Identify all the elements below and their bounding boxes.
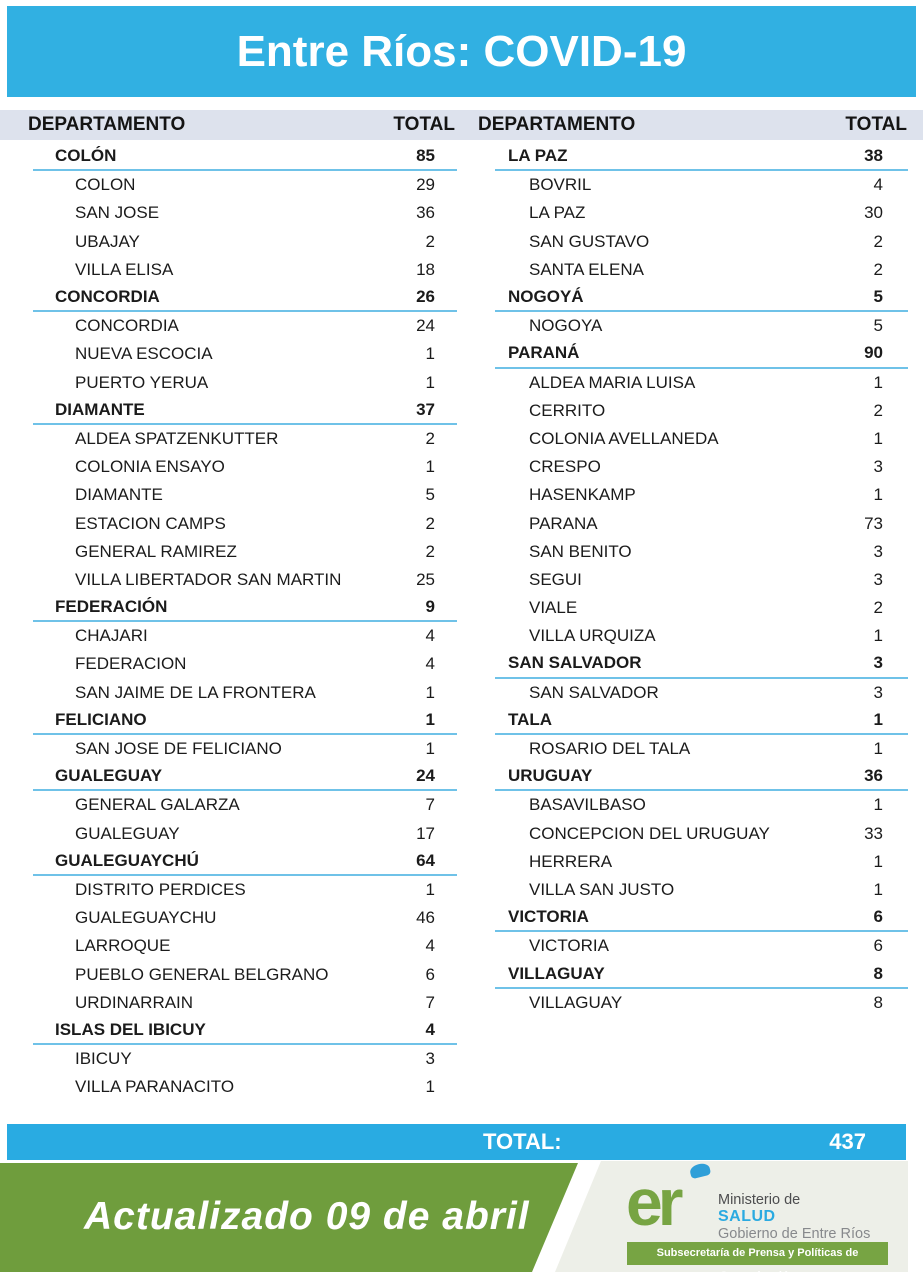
locality-row-total: 73 — [864, 513, 883, 533]
department-row-total: 5 — [873, 287, 883, 307]
locality-row-total: 3 — [425, 1049, 435, 1069]
department-row-total: 26 — [416, 287, 435, 307]
department-row-name: COLÓN — [55, 146, 117, 166]
locality-row-total: 6 — [425, 964, 435, 984]
locality-row — [495, 312, 908, 340]
locality-row — [495, 228, 908, 256]
locality-row-total: 2 — [425, 428, 435, 448]
department-row-name: FEDERACIÓN — [55, 597, 168, 617]
locality-row — [33, 876, 457, 904]
department-row — [495, 143, 908, 171]
locality-row — [495, 820, 908, 848]
locality-row — [495, 932, 908, 960]
locality-row-total: 30 — [864, 203, 883, 223]
department-row-total: 1 — [873, 709, 883, 729]
department-row — [495, 650, 908, 678]
locality-row-name: IBICUY — [75, 1049, 132, 1069]
department-row-name: CONCORDIA — [55, 287, 160, 307]
locality-row-total: 29 — [416, 175, 435, 195]
page-title: Entre Ríos: COVID-19 — [236, 26, 687, 76]
locality-row-total: 2 — [425, 513, 435, 533]
locality-row — [495, 791, 908, 819]
locality-row-total: 1 — [873, 851, 883, 871]
locality-row-total: 3 — [873, 569, 883, 589]
locality-row-total: 1 — [873, 372, 883, 392]
locality-row-name: ALDEA SPATZENKUTTER — [75, 428, 279, 448]
department-row-name: DIAMANTE — [55, 399, 145, 419]
locality-row-name: GUALEGUAY — [75, 823, 180, 843]
er-monogram-icon: er — [626, 1165, 679, 1239]
locality-row-name: CONCORDIA — [75, 316, 179, 336]
locality-row — [33, 312, 457, 340]
locality-row-total: 1 — [873, 626, 883, 646]
department-row-name: VILLAGUAY — [508, 963, 605, 983]
locality-row-name: PARANA — [529, 513, 598, 533]
locality-row-name: ESTACION CAMPS — [75, 513, 226, 533]
locality-row — [33, 369, 457, 397]
locality-row-name: VILLA ELISA — [75, 259, 174, 279]
locality-row-total: 4 — [873, 175, 883, 195]
locality-row — [495, 848, 908, 876]
department-row-name: TALA — [508, 709, 553, 729]
department-row-total: 6 — [873, 907, 883, 927]
locality-row-total: 17 — [416, 823, 435, 843]
locality-row-name: SAN SALVADOR — [529, 682, 659, 702]
locality-row — [33, 453, 457, 481]
ministry-line3: Gobierno de Entre Ríos — [718, 1226, 871, 1243]
locality-row — [33, 171, 457, 199]
locality-row-total: 3 — [873, 457, 883, 477]
column-header-total-right: TOTAL — [845, 114, 907, 135]
locality-row-name: COLONIA AVELLANEDA — [529, 428, 719, 448]
locality-row-name: CHAJARI — [75, 626, 148, 646]
department-row-total: 24 — [416, 766, 435, 786]
department-row-total: 4 — [425, 1019, 435, 1039]
locality-row-name: UBAJAY — [75, 231, 140, 251]
department-row-total: 8 — [873, 963, 883, 983]
locality-row-name: LA PAZ — [529, 203, 586, 223]
department-row-total: 64 — [416, 850, 435, 870]
locality-row-name: VILLA SAN JUSTO — [529, 879, 675, 899]
locality-row — [33, 622, 457, 650]
locality-row — [33, 1045, 457, 1073]
locality-row — [33, 538, 457, 566]
locality-row-name: PUEBLO GENERAL BELGRANO — [75, 964, 329, 984]
department-row — [495, 707, 908, 735]
locality-row-total: 18 — [416, 259, 435, 279]
table-column-right — [495, 143, 908, 1017]
locality-row-total: 1 — [425, 739, 435, 759]
locality-row-name: BOVRIL — [529, 175, 592, 195]
locality-row — [33, 199, 457, 227]
locality-row-name: COLON — [75, 175, 136, 195]
locality-row-total: 3 — [873, 541, 883, 561]
locality-row — [495, 509, 908, 537]
column-header-total-left: TOTAL — [393, 114, 455, 135]
locality-row — [33, 425, 457, 453]
locality-row-total: 8 — [873, 992, 883, 1012]
logo-accent-dot-icon — [689, 1162, 712, 1179]
table-column-left — [33, 143, 457, 1101]
locality-row-name: SEGUI — [529, 569, 582, 589]
department-row — [33, 397, 457, 425]
locality-row-name: VILLA PARANACITO — [75, 1077, 235, 1097]
locality-row-name: ALDEA MARIA LUISA — [529, 372, 696, 392]
locality-row — [33, 650, 457, 678]
department-row — [33, 848, 457, 876]
department-row-total: 90 — [864, 343, 883, 363]
locality-row-total: 3 — [873, 682, 883, 702]
locality-row — [33, 481, 457, 509]
locality-row-total: 7 — [425, 795, 435, 815]
department-row — [33, 1017, 457, 1045]
locality-row-name: SAN JOSE DE FELICIANO — [75, 739, 282, 759]
locality-row-total: 1 — [873, 879, 883, 899]
locality-row-total: 1 — [873, 795, 883, 815]
table-header-band — [0, 110, 923, 140]
locality-row-total: 24 — [416, 316, 435, 336]
locality-row-name: VILLA URQUIZA — [529, 626, 656, 646]
department-row — [495, 763, 908, 791]
locality-row — [33, 989, 457, 1017]
locality-row-total: 2 — [873, 259, 883, 279]
locality-row-total: 4 — [425, 936, 435, 956]
locality-row-total: 1 — [425, 372, 435, 392]
department-row-name: NOGOYÁ — [508, 287, 584, 307]
locality-row — [495, 453, 908, 481]
locality-row-total: 1 — [425, 344, 435, 364]
locality-row — [33, 960, 457, 988]
locality-row — [495, 538, 908, 566]
locality-row-name: NOGOYA — [529, 316, 603, 336]
locality-row-name: GUALEGUAYCHU — [75, 908, 217, 928]
locality-row — [33, 1073, 457, 1101]
locality-row-name: HERRERA — [529, 851, 613, 871]
locality-row-name: DISTRITO PERDICES — [75, 879, 246, 899]
locality-row-total: 1 — [425, 1077, 435, 1097]
locality-row-total: 1 — [873, 739, 883, 759]
locality-row-total: 1 — [425, 457, 435, 477]
locality-row — [495, 989, 908, 1017]
locality-row-total: 2 — [425, 231, 435, 251]
locality-row-name: LARROQUE — [75, 936, 171, 956]
ministry-line2: SALUD — [718, 1208, 776, 1226]
locality-row-total: 4 — [425, 654, 435, 674]
locality-row — [495, 397, 908, 425]
department-row-name: PARANÁ — [508, 343, 580, 363]
department-row-total: 9 — [425, 597, 435, 617]
locality-row — [495, 369, 908, 397]
grand-total-label: TOTAL: — [483, 1129, 562, 1154]
locality-row — [495, 199, 908, 227]
locality-row-total: 6 — [873, 936, 883, 956]
department-row — [495, 340, 908, 368]
locality-row — [33, 791, 457, 819]
locality-row — [495, 622, 908, 650]
department-row-name: GUALEGUAYCHÚ — [55, 850, 199, 870]
grand-total-bar — [7, 1124, 906, 1160]
department-row-name: VICTORIA — [508, 907, 589, 927]
locality-row-name: VILLA LIBERTADOR SAN MARTIN — [75, 569, 342, 589]
grand-total-value: 437 — [829, 1129, 866, 1154]
locality-row — [495, 256, 908, 284]
locality-row-name: HASENKAMP — [529, 485, 636, 505]
locality-row-total: 2 — [873, 598, 883, 618]
locality-row-name: COLONIA ENSAYO — [75, 457, 225, 477]
entre-rios-logo — [626, 1164, 716, 1242]
column-header-department-left: DEPARTAMENTO — [28, 114, 186, 135]
locality-row — [495, 566, 908, 594]
locality-row — [33, 932, 457, 960]
department-row — [33, 284, 457, 312]
locality-row-name: BASAVILBASO — [529, 795, 646, 815]
department-row-total: 85 — [416, 146, 435, 166]
department-row-total: 37 — [416, 399, 435, 419]
locality-row-name: CRESPO — [529, 457, 601, 477]
locality-row — [33, 566, 457, 594]
locality-row — [33, 679, 457, 707]
locality-row — [495, 594, 908, 622]
locality-row-total: 25 — [416, 569, 435, 589]
locality-row-total: 7 — [425, 992, 435, 1012]
locality-row-total: 5 — [873, 316, 883, 336]
locality-row-total: 36 — [416, 203, 435, 223]
department-row-total: 36 — [864, 766, 883, 786]
press-subsecretariat-badge: Subsecretaría de Prensa y Políticas de Comunicación — [627, 1242, 888, 1265]
locality-row-total: 33 — [864, 823, 883, 843]
locality-row — [495, 481, 908, 509]
locality-row — [33, 735, 457, 763]
locality-row-name: DIAMANTE — [75, 485, 163, 505]
locality-row-total: 2 — [873, 231, 883, 251]
locality-row-total: 1 — [425, 682, 435, 702]
department-row — [495, 284, 908, 312]
locality-row-total: 1 — [873, 428, 883, 448]
locality-row-name: GENERAL GALARZA — [75, 795, 240, 815]
department-row-name: SAN SALVADOR — [508, 653, 642, 673]
department-row-total: 3 — [873, 653, 883, 673]
locality-row-name: SANTA ELENA — [529, 259, 644, 279]
locality-row-total: 1 — [425, 879, 435, 899]
locality-row-name: SAN JOSE — [75, 203, 160, 223]
locality-row — [495, 679, 908, 707]
locality-row-name: GENERAL RAMIREZ — [75, 541, 237, 561]
department-row — [33, 707, 457, 735]
department-row-total: 38 — [864, 146, 883, 166]
locality-row — [495, 735, 908, 763]
title-band — [7, 6, 916, 97]
locality-row-name: PUERTO YERUA — [75, 372, 209, 392]
locality-row — [33, 820, 457, 848]
locality-row-name: NUEVA ESCOCIA — [75, 344, 213, 364]
locality-row — [495, 425, 908, 453]
locality-row-name: CERRITO — [529, 400, 606, 420]
department-row-name: URUGUAY — [508, 766, 593, 786]
department-row — [33, 594, 457, 622]
department-row-name: ISLAS DEL IBICUY — [55, 1019, 206, 1039]
ministry-text-block — [718, 1192, 870, 1242]
locality-row — [33, 340, 457, 368]
locality-row — [33, 256, 457, 284]
locality-row-name: ROSARIO DEL TALA — [529, 739, 691, 759]
department-row-name: LA PAZ — [508, 146, 568, 166]
department-row — [33, 763, 457, 791]
locality-row — [33, 904, 457, 932]
department-row — [495, 960, 908, 988]
department-row — [33, 143, 457, 171]
department-row-total: 1 — [425, 709, 435, 729]
locality-row — [33, 509, 457, 537]
locality-row-name: SAN GUSTAVO — [529, 231, 650, 251]
locality-row — [495, 876, 908, 904]
locality-row-name: CONCEPCION DEL URUGUAY — [529, 823, 770, 843]
column-header-department-right: DEPARTAMENTO — [478, 114, 636, 135]
locality-row — [33, 228, 457, 256]
locality-row-total: 5 — [425, 485, 435, 505]
locality-row-total: 46 — [416, 908, 435, 928]
locality-row-name: SAN JAIME DE LA FRONTERA — [75, 682, 316, 702]
locality-row-total: 4 — [425, 626, 435, 646]
department-row — [495, 904, 908, 932]
department-row-name: FELICIANO — [55, 709, 147, 729]
department-row-name: GUALEGUAY — [55, 766, 163, 786]
locality-row — [495, 171, 908, 199]
locality-row-total: 2 — [873, 400, 883, 420]
locality-row-total: 2 — [425, 541, 435, 561]
locality-row-total: 1 — [873, 485, 883, 505]
updated-date-text: Actualizado 09 de abril — [84, 1195, 530, 1238]
locality-row-name: SAN BENITO — [529, 541, 632, 561]
locality-row-name: FEDERACION — [75, 654, 187, 674]
locality-row-name: VIALE — [529, 598, 578, 618]
locality-row-name: URDINARRAIN — [75, 992, 194, 1012]
ministry-line1: Ministerio de — [718, 1192, 801, 1208]
locality-row-name: VICTORIA — [529, 936, 609, 956]
locality-row-name: VILLAGUAY — [529, 992, 623, 1012]
